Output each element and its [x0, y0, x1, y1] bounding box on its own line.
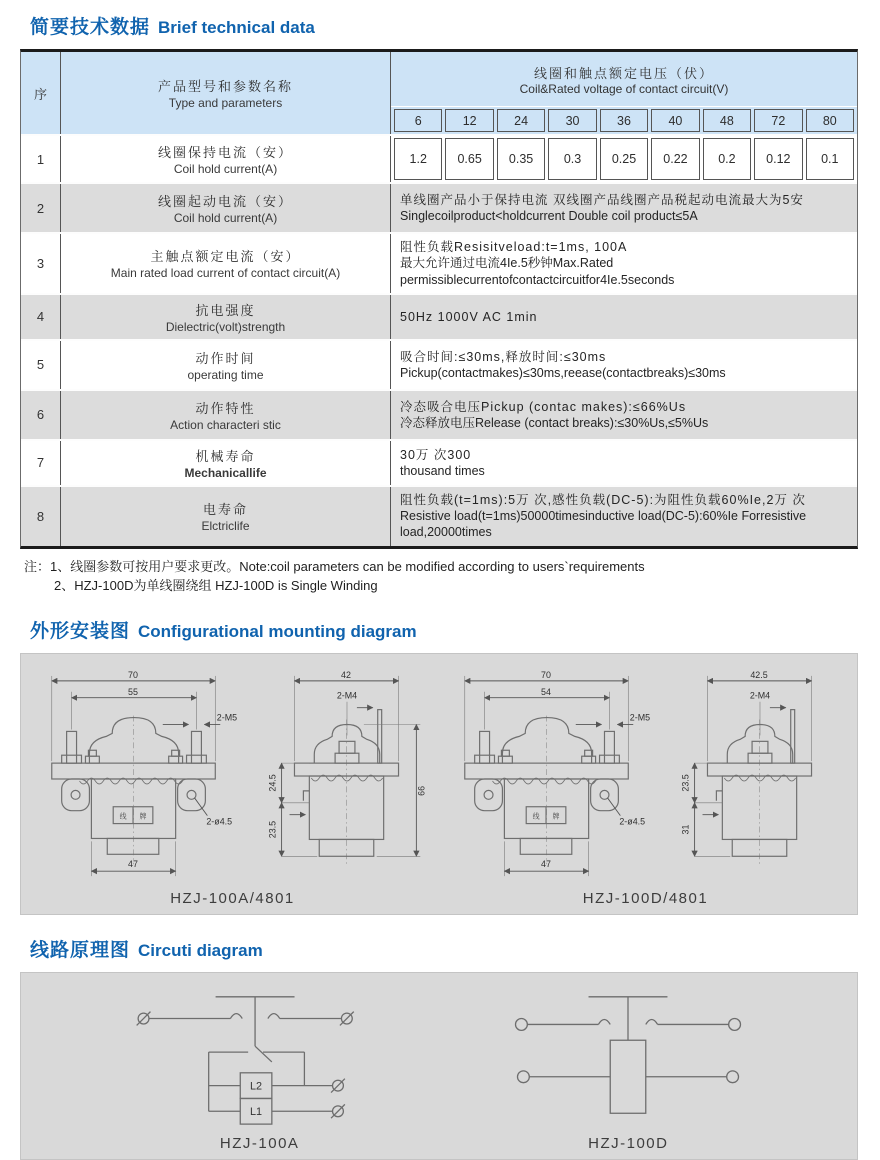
parameter-en: Action characteri stic	[170, 417, 281, 432]
mounting-caption-a: HZJ-100A/4801	[170, 889, 295, 907]
row-parameter-name	[61, 341, 391, 389]
voltage-header-cell: 30	[548, 109, 596, 132]
description-line: Resistive load(t=1ms)50000timesinductive load(DC-5):60%Ie Forresistive	[400, 509, 807, 523]
value-cell: 0.2	[703, 138, 751, 180]
description-line: 单线圈产品小于保持电流 双线圈产品线圈产品税起动电流最大为5安	[400, 192, 804, 207]
description-line: permissiblecurrentofcontactcircuitfor4Ie.5seconds	[400, 272, 675, 287]
parameter-zh: 线圈起动电流（安）	[157, 194, 293, 209]
mounting-title-en: Configurational mounting diagram	[138, 621, 417, 641]
parameter-zh: 抗电强度	[195, 302, 256, 318]
description-line: thousand times	[400, 463, 485, 478]
description-line: 50Hz 1000V AC 1min	[400, 309, 538, 324]
header-voltage	[391, 52, 857, 134]
svg-text:54: 54	[541, 686, 551, 697]
svg-text:23.5: 23.5	[267, 820, 278, 838]
svg-text:牌: 牌	[552, 813, 560, 821]
value-cell: 0.25	[600, 138, 648, 180]
row-parameter-name	[61, 234, 391, 293]
table-row	[21, 339, 857, 389]
value-cell: 0.35	[497, 138, 545, 180]
svg-text:70: 70	[541, 669, 551, 680]
table-body	[21, 134, 857, 546]
row-description	[391, 441, 857, 485]
svg-text:2-M5: 2-M5	[629, 712, 651, 723]
row-parameter-name	[61, 295, 391, 339]
parameter-zh: 线圈保持电流（安）	[157, 145, 293, 160]
circuit-title-en: Circuti diagram	[138, 940, 263, 960]
circuit-drawing-d	[498, 983, 758, 1133]
parameter-en: Main rated load current of contact circuit(A)	[110, 266, 341, 281]
svg-text:66: 66	[416, 785, 427, 796]
row-parameter-name	[61, 391, 391, 439]
table-row	[21, 389, 857, 439]
row-number: 8	[21, 487, 61, 546]
parameter-zh: 主触点额定电流（安）	[150, 249, 301, 265]
parameter-zh: 动作时间	[195, 350, 256, 366]
row-number: 5	[21, 341, 61, 389]
row-description	[391, 295, 857, 339]
svg-text:L2: L2	[249, 1080, 262, 1093]
row-description	[391, 184, 857, 232]
description-line: 30万 次300	[400, 447, 472, 462]
svg-text:47: 47	[541, 858, 551, 869]
value-cell: 0.3	[548, 138, 596, 180]
table-row	[21, 134, 857, 182]
svg-text:47: 47	[128, 858, 138, 869]
row-parameter-name	[61, 184, 391, 232]
technical-data-table	[20, 49, 858, 549]
voltage-header-cell: 72	[754, 109, 802, 132]
header-seq: 序	[21, 52, 61, 134]
parameter-zh: 机械寿命	[195, 448, 256, 464]
row-number: 1	[21, 136, 61, 182]
voltage-header-cell: 48	[703, 109, 751, 132]
svg-text:24.5: 24.5	[267, 773, 278, 792]
row-description	[391, 391, 857, 439]
svg-text:2-ø4.5: 2-ø4.5	[619, 816, 646, 827]
header-type-en: Type and parameters	[168, 96, 283, 110]
description-line: 吸合时间:≤30ms,释放时间:≤30ms	[400, 349, 607, 364]
row-values	[391, 136, 857, 182]
circuit-caption-a: HZJ-100A	[219, 1134, 300, 1152]
row-number: 7	[21, 441, 61, 485]
row-number: 4	[21, 295, 61, 339]
parameter-en: Mechanicallife	[184, 465, 267, 480]
description-line: Pickup(contactmakes)≤30ms,reease(contactbreaks)≤30ms	[400, 365, 726, 380]
voltage-cells	[391, 106, 857, 134]
description-line: 最大允许通过电流4Ie.5秒钟Max.Rated	[400, 256, 614, 271]
row-description	[391, 487, 857, 546]
note-line: 2、HZJ-100D为单线圈绕组 HZJ-100D is Single Winding	[54, 578, 378, 593]
parameter-en: Coil hold current(A)	[173, 162, 278, 176]
table-row	[21, 232, 857, 293]
circuit-caption-d: HZJ-100D	[588, 1134, 669, 1152]
header-type-parameters	[61, 52, 391, 134]
description-line: 阻性负载Resisitveload:t=1ms, 100A	[400, 240, 628, 254]
voltage-header-cell: 36	[600, 109, 648, 132]
voltage-header-cell: 24	[497, 109, 545, 132]
value-cell: 1.2	[394, 138, 442, 180]
row-parameter-name	[61, 487, 391, 546]
table-row	[21, 439, 857, 485]
front-view-drawing-d	[444, 668, 654, 888]
voltage-header-cell: 40	[651, 109, 699, 132]
description-line: load,20000times	[400, 525, 492, 540]
svg-text:2-ø4.5: 2-ø4.5	[206, 816, 233, 827]
parameter-en: Elctriclife	[201, 519, 250, 534]
description-line: 阻性负载(t=1ms):5万 次,感性负载(DC-5):为阻性负载60%Ie,2万 次	[400, 492, 806, 507]
parameter-zh: 电寿命	[202, 502, 248, 518]
svg-text:2-M4: 2-M4	[336, 690, 358, 701]
value-cell: 0.12	[754, 138, 802, 180]
svg-text:70: 70	[128, 669, 138, 680]
header-voltage-title	[391, 52, 857, 106]
header-voltage-en: Coil&Rated voltage of contact circuit(V)	[519, 81, 729, 96]
table-row	[21, 182, 857, 232]
voltage-header-cell: 12	[445, 109, 493, 132]
row-number: 3	[21, 234, 61, 293]
row-description	[391, 234, 857, 293]
section-title-circuit	[30, 935, 858, 962]
row-number: 2	[21, 184, 61, 232]
parameter-zh: 动作特性	[195, 400, 256, 416]
description-line: 冷态吸合电压Pickup (contac makes):≤66%Us	[400, 399, 687, 414]
table-row	[21, 293, 857, 339]
note-line: 注：1、线圈参数可按用户要求更改。Note:coil parameters can be modified according to users`requirements	[24, 558, 645, 574]
value-cell: 0.22	[651, 138, 699, 180]
side-view-drawing-a	[259, 668, 434, 888]
value-cell: 0.1	[806, 138, 854, 180]
circuit-title-zh: 线路原理图	[30, 939, 131, 961]
value-cell: 0.65	[445, 138, 493, 180]
svg-text:2-M4: 2-M4	[749, 690, 771, 701]
voltage-header-cell: 6	[394, 109, 442, 132]
parameter-en: Dielectric(volt)strength	[165, 319, 286, 334]
svg-text:2-M5: 2-M5	[216, 712, 238, 723]
svg-text:42: 42	[341, 669, 351, 680]
description-line: 冷态释放电压Release (contact breaks):≤30%Us,≤5%Us	[400, 415, 709, 430]
table-row	[21, 485, 857, 546]
mounting-title-zh: 外形安装图	[30, 620, 131, 642]
section-title-en: Brief technical data	[158, 18, 315, 37]
table-header	[21, 52, 857, 134]
header-voltage-zh: 线圈和触点额定电压（伏）	[533, 65, 714, 81]
circuit-unit-hzj100a	[120, 983, 400, 1152]
row-parameter-name	[61, 441, 391, 485]
row-parameter-name	[61, 136, 391, 182]
svg-text:55: 55	[128, 686, 138, 697]
svg-text:L1: L1	[249, 1105, 262, 1118]
notes	[24, 557, 858, 596]
voltage-header-cell: 80	[806, 109, 854, 132]
row-description	[391, 341, 857, 389]
mounting-diagram-panel	[20, 653, 858, 915]
section-title-mounting	[30, 616, 858, 643]
svg-text:牌: 牌	[139, 813, 147, 821]
front-view-drawing-a	[31, 668, 241, 888]
circuit-diagram-panel	[20, 972, 858, 1160]
circuit-drawing-a	[120, 983, 400, 1133]
section-title-zh: 简要技术数据	[30, 17, 151, 38]
svg-text:31: 31	[680, 824, 691, 834]
side-view-drawing-d	[672, 668, 847, 888]
parameter-en: operating time	[187, 367, 264, 382]
mounting-caption-d: HZJ-100D/4801	[582, 889, 709, 907]
mounting-unit-hzj100d	[444, 668, 847, 914]
svg-text:线: 线	[532, 813, 540, 821]
svg-text:线: 线	[119, 813, 127, 821]
svg-text:23.5: 23.5	[680, 773, 691, 792]
row-number: 6	[21, 391, 61, 439]
parameter-en: Coil hold current(A)	[173, 211, 278, 225]
description-line: Singlecoilproduct<holdcurrent Double coil product≤5A	[400, 209, 698, 223]
svg-text:42.5: 42.5	[750, 669, 768, 680]
header-type-zh: 产品型号和参数名称	[157, 79, 293, 94]
circuit-unit-hzj100d	[498, 983, 758, 1152]
section-title-technical	[30, 12, 858, 39]
mounting-unit-hzj100a	[31, 668, 434, 914]
